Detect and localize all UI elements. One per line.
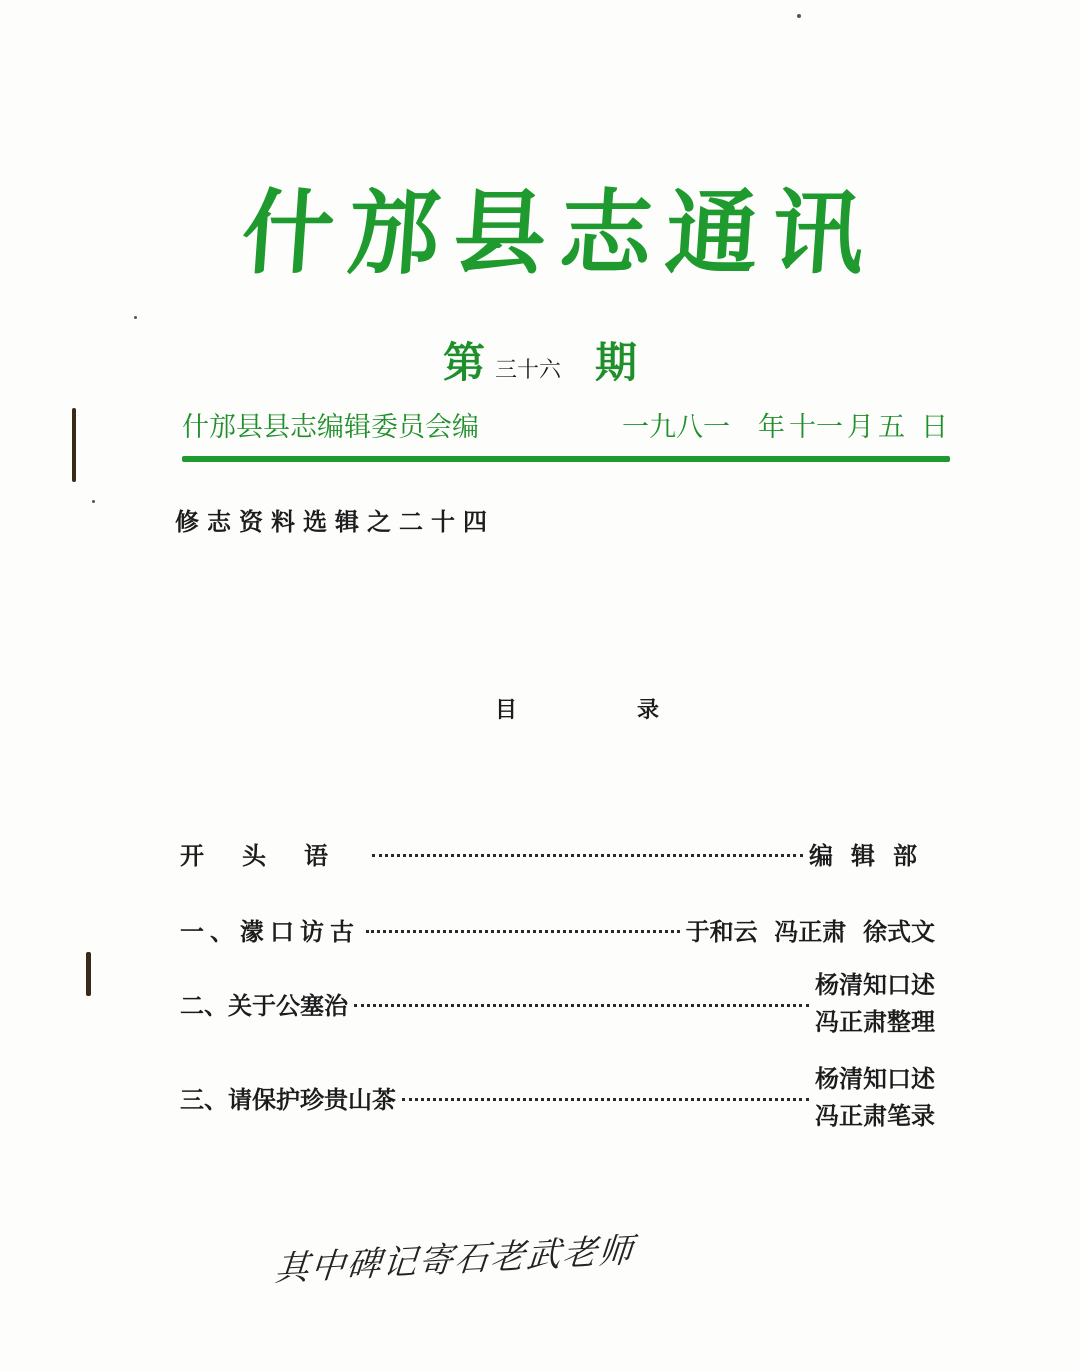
toc-entry-title: 二、关于公塞治 [180,990,348,1020]
publication-date [618,405,948,444]
toc-leader-dots [366,930,680,933]
handwritten-note: 其中碑记寄石老武老师 [273,1230,637,1290]
toc-entry-title: 开头语 [180,841,366,870]
margin-binding-mark [72,408,76,482]
toc-entry-author: 冯正肃笔录 [815,1101,935,1131]
toc-entry-authors [815,966,935,1040]
date-day: 五 [878,412,905,443]
toc-entry [180,912,935,947]
issue-suffix: 期 [595,338,638,387]
toc-leader-dots [354,1004,809,1007]
toc-entry [180,966,935,1040]
issue-prefix: 第 [442,338,485,387]
toc-heading [495,693,659,724]
toc-entry [180,1060,935,1134]
date-day-unit: 日 [921,412,948,443]
toc-heading-right: 录 [637,697,660,723]
scan-speck [134,316,137,319]
toc-heading-left: 目 [495,697,518,723]
publication-header [182,405,948,444]
toc-entry-author: 编辑部 [809,841,935,870]
date-year-unit: 年 [758,412,785,443]
date-month: 十一 [789,412,843,443]
margin-binding-mark [86,952,91,996]
toc-entry-title: 一、濛口访古 [180,917,360,946]
scan-speck [92,500,95,503]
toc-entry-authors [815,1060,935,1134]
toc-entry-author: 杨清知口述 [815,970,935,999]
header-rule [182,456,950,462]
date-month-unit: 月 [847,412,874,443]
issue-number: 三十六 [494,358,561,383]
masthead-title: 什邡县志通讯 [238,180,882,287]
toc-entry-author: 于和云 冯正肃 徐式文 [685,917,935,946]
series-title: 修志资料选辑之二十四 [175,507,495,536]
toc-entry [180,836,935,871]
date-year: 一九八一 [622,412,730,443]
toc-entry-title: 三、请保护珍贵山茶 [180,1084,396,1114]
issue-line [0,330,1080,390]
toc-leader-dots [372,854,803,857]
editor-credit: 什邡县县志编辑委员会编 [182,412,479,443]
toc-entry-author: 冯正肃整理 [815,1007,935,1037]
toc-entry-author: 杨清知口述 [815,1064,935,1093]
scan-speck [797,14,801,18]
toc-leader-dots [402,1098,809,1101]
